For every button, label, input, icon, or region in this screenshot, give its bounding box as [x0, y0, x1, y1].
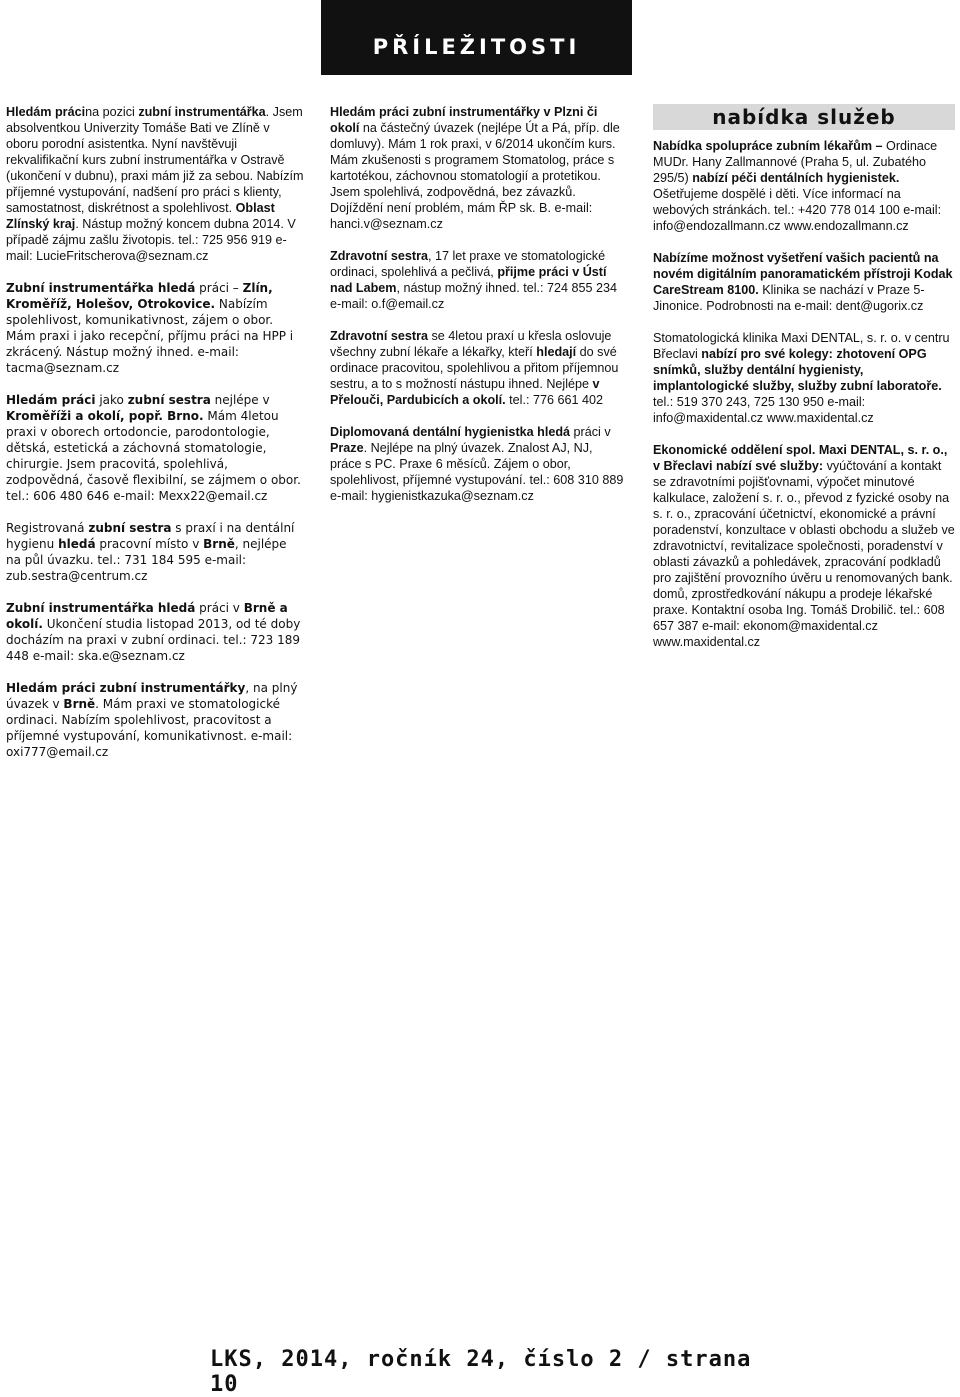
ad-text-segment: tel.: 519 370 243, 725 130 950 e-mail: info@maxidental.cz www.maxidental.cz: [653, 395, 874, 425]
ad-text: [6, 280, 304, 376]
ad-text: [6, 680, 304, 760]
ad-text-segment: zubní sestra: [88, 521, 172, 535]
classified-ad: [330, 248, 626, 312]
ad-text-segment: přijme práci v Ústí nad Labem: [330, 265, 607, 295]
classified-ad: [330, 424, 626, 504]
ad-text-segment: Zubní instrumentářka hledá: [6, 601, 196, 615]
column-middle: [330, 104, 626, 520]
classified-ad: [653, 442, 955, 650]
classified-ad: [6, 280, 304, 376]
ad-text-segment: Mám 4letou praxi v oborech ortodoncie, parodontologie, dětská, estetická a záchovná stomatologie, chirurgie. Jsem pracovitá, spolehlivá, zodpovědná, časově flexibilní, se zájmem o obor. tel.: 606 480 646 e-mail: Mexx22@email.cz: [6, 409, 301, 503]
ad-text-segment: Hledám práci zubní instrumentářky v Plzni či okolí: [330, 105, 598, 135]
classified-ad: [653, 250, 955, 314]
ad-text-segment: nejlépe v: [210, 393, 270, 407]
ad-text-segment: do své ordinace pracovitou, spolehlivou a přitom příjemnou sestru, a to s možností nástupu ihned. Nejlépe: [330, 345, 619, 391]
ad-text-segment: se 4letou praxí u křesla oslovuje všechny zubní lékaře a lékařky, kteří: [330, 329, 612, 359]
ad-text-segment: Ekonomické oddělení spol. Maxi DENTAL, s. r. o., v Břeclavi nabízí své služby:: [653, 443, 948, 473]
ad-text: [6, 392, 304, 504]
classified-ad: [330, 104, 626, 232]
ad-text-segment: nabízí pro své kolegy: zhotovení OPG snímků, služby dentální hygienisty, implantologické služby, služby zubní laboratoře.: [653, 347, 942, 393]
ad-text-segment: Stomatologická klinika Maxi DENTAL, s. r. o. v centru Břeclavi: [653, 331, 950, 361]
ad-text-segment: Brně: [203, 537, 235, 551]
ad-text-segment: , nejlépe na půl úvazku. tel.: 731 184 595 e-mail: zub.sestra@centrum.cz: [6, 537, 287, 583]
ad-text-segment: . Mám praxi ve stomatologické ordinaci. Nabízím spolehlivost, pracovitost a příjemné vystupování, komunikativnost. e-mail: oxi777@email.cz: [6, 697, 293, 759]
ad-text-segment: Zlín, Kroměříž, Holešov, Otrokovice.: [6, 281, 273, 311]
ad-text-segment: na částečný úvazek (nejlépe Út a Pá, příp. dle domluvy). Mám 1 rok praxi, v 6/2014 ukončím kurs. Mám zkušenosti s programem Stomatolog, práce s kartotékou, záchovnou stomatologií a protetikou. Jsem spolehlivá, zodpovědná, bez závazků. Dojíždění není problém, mám ŘP sk. B. e-mail: hanci.v@seznam.cz: [330, 121, 620, 231]
ad-text-segment: hledá: [58, 537, 96, 551]
ad-text: [6, 104, 304, 264]
ad-text: [653, 250, 955, 314]
ad-text-segment: Diplomovaná dentální hygienistka hledá: [330, 425, 571, 439]
ad-text-segment: Ordinace MUDr. Hany Zallmannové (Praha 5, ul. Zubatého 295/5): [653, 139, 938, 185]
classified-ad: [330, 328, 626, 408]
ad-text-segment: Brně: [63, 697, 96, 711]
ad-text-segment: nabízí péči dentálních hygienistek.: [692, 171, 900, 185]
ad-text-segment: jako: [95, 393, 128, 407]
classified-ad: [6, 520, 304, 584]
ad-text-segment: s praxí i na dentální hygienu: [6, 521, 295, 551]
ad-text: [330, 104, 626, 232]
page-footer: LKS, 2014, ročník 24, číslo 2 / strana 10: [210, 1347, 752, 1397]
ad-text-segment: Zdravotní sestra: [330, 249, 428, 263]
ad-text-segment: Hledám práci zubní instrumentářky: [6, 681, 246, 695]
ad-text-segment: vyúčtování a kontakt se zdravotními pojišťovnami, výpočet minutové kalkulace, založení s. r. o., převod z fyzické osoby na s. r. o., zpracování účetnictví, ekonomické a právní poradenství, konzultace v oblasti obchodu a služeb ve zdravotnictví, revitalizace společnosti, poradenství v oblasti závazků a pohledávek, zpracování podkladů pro zajištění provozního úvěru u renomovaných bank. domů, zprostředkování nákupu a prodeje lékařské praxe. Kontaktní osoba Ing. Tomáš Drobilič. tel.: 608 657 387 e-mail: ekonom@maxidental.cz www.maxidental.cz: [653, 459, 955, 649]
ad-text-segment: Ukončení studia listopad 2013, od té doby docházím na praxi v zubní ordinaci. tel.: 723 189 448 e-mail: ska.e@seznam.cz: [6, 617, 301, 663]
ad-text-segment: Zdravotní sestra: [330, 329, 428, 343]
classified-ad: [6, 104, 304, 264]
ad-text-segment: , na plný úvazek v: [6, 681, 298, 711]
ad-text-segment: Klinika se nachází v Praze 5-Jinonice. Podrobnosti na e-mail: dent@ugorix.cz: [653, 283, 925, 313]
ad-text: [6, 600, 304, 664]
ad-text-segment: Kroměříži a okolí, popř. Brno.: [6, 409, 204, 423]
column-right: [653, 104, 955, 666]
ad-text-segment: v Přelouči, Pardubicích a okolí.: [330, 377, 600, 407]
ad-text-segment: , 17 let praxe ve stomatologické ordinaci, spolehlivá a pečlivá,: [330, 249, 606, 279]
ad-text-segment: , nástup možný ihned. tel.: 724 855 234 e-mail: o.f@email.cz: [330, 281, 618, 311]
classified-ad: [6, 600, 304, 664]
ad-text: [6, 520, 304, 584]
ad-text-segment: tel.: 776 661 402: [505, 393, 604, 407]
classified-ad: [653, 330, 955, 426]
ad-text-segment: zubní sestra: [127, 393, 211, 407]
ad-text-segment: . Jsem absolventkou Univerzity Tomáše Bati ve Zlíně v oboru porodní asistentka. Nyní navštěvuji rekvalifikační kurs zubní instrumentářka v Ostravě (ukončení v dubnu), praxi mám již za sebou. Nabízím příjemné vystupování, nadšení pro práci s klienty, samostatnost, diskrétnost a spolehlivost.: [6, 105, 304, 215]
ad-text-segment: Zubní instrumentářka hledá: [6, 281, 196, 295]
ad-text-segment: Nabízíme možnost vyšetření vašich pacientů na novém digitálním panoramatickém přístroji Kodak CareStream 8100.: [653, 251, 953, 297]
ad-text-segment: zubní instrumentářka: [138, 105, 266, 119]
ad-text-segment: . Nástup možný koncem dubna 2014. V případě zájmu zašlu životopis. tel.: 725 956 919 e-mail: LucieFritscherova@seznam.cz: [6, 217, 296, 263]
ad-text-segment: pracovní místo v: [95, 537, 204, 551]
ad-text-segment: Brně a okolí.: [6, 601, 288, 631]
ad-text-segment: práci –: [195, 281, 243, 295]
ad-text-segment: Ošetřujeme dospělé i děti. Více informací na webových stránkách. tel.: +420 778 014 100 e-mail: info@endozallmann.cz www.endozallmann.cz: [653, 187, 942, 233]
ad-text: [330, 328, 626, 408]
classified-ad: [6, 680, 304, 760]
ad-text-segment: Praze: [330, 441, 364, 455]
ad-text-segment: . Nejlépe na plný úvazek. Znalost AJ, NJ, práce s PC. Praxe 6 měsíců. Zájem o obor, spolehlivost, příjemné vystupování. tel.: 608 310 889 e-mail: hygienistkazuka@seznam.cz: [330, 441, 624, 503]
ad-text: [653, 330, 955, 426]
ad-text: [330, 424, 626, 504]
ad-text: [330, 248, 626, 312]
ad-text-segment: Nabídka spolupráce zubním lékařům –: [653, 139, 883, 153]
ad-text-segment: Hledám práci: [6, 105, 86, 119]
ad-text: [653, 138, 955, 234]
ad-text-segment: Hledám práci: [6, 393, 96, 407]
ad-text-segment: práci v: [570, 425, 611, 439]
ad-text-segment: Nabízím spolehlivost, komunikativnost, zájem o obor. Mám praxi i jako recepční, příjmu práci na HPP i zkrácený. Nástup možný ihned. e-mail: tacma@seznam.cz: [6, 297, 294, 375]
classified-ad: [6, 392, 304, 504]
section-banner: PŘÍLEŽITOSTI: [321, 0, 632, 75]
ad-text-segment: na pozici: [85, 105, 139, 119]
services-heading: nabídka služeb: [653, 104, 955, 130]
ad-text-segment: Registrovaná: [6, 521, 89, 535]
ad-text-segment: hledají: [536, 345, 577, 359]
column-left: [6, 104, 304, 776]
ad-text-segment: práci v: [195, 601, 244, 615]
classified-ad: [653, 138, 955, 234]
ad-text: [653, 442, 955, 650]
ad-text-segment: Oblast Zlínský kraj: [6, 201, 275, 231]
